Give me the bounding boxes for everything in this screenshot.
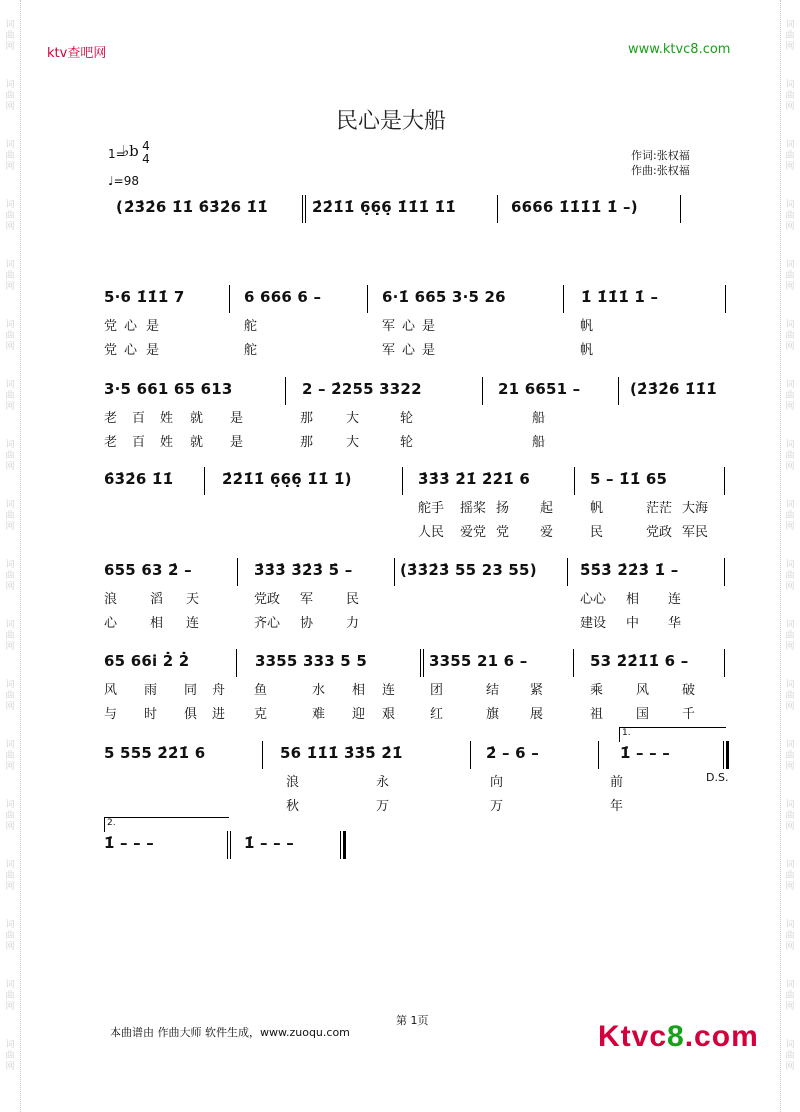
lyric-word: 军民 [682, 525, 709, 540]
measure: 5 555 2̇2̇1̇ 6 [104, 744, 206, 762]
lyric-word: 鱼 [254, 683, 268, 698]
lyric-word: 中 [626, 616, 640, 631]
lyric-word: 爱党 [460, 525, 487, 540]
lyric-word: 相 [150, 616, 164, 631]
intro-measure-3: 6666 1̇1̇1̇1̇ 1̇ –) [511, 198, 638, 216]
watermark-text: 词 曲 网 [5, 980, 15, 1012]
lyric-word: 大海 [682, 501, 709, 516]
lyric-word: 心 [402, 343, 416, 358]
measure: 3355 21 6 – [429, 652, 528, 670]
lyric-word: 力 [346, 616, 360, 631]
credits [631, 148, 690, 178]
lyric-word: 万 [490, 799, 504, 814]
lyric-word: 前 [610, 775, 624, 790]
lyric-word: 摇桨 [460, 501, 487, 516]
composer-credit: 作曲:张权福 [631, 164, 690, 177]
lyric-word: 轮 [400, 411, 414, 426]
watermark-text: 词 曲 网 [785, 380, 795, 412]
lyric-word: 国 [636, 707, 650, 722]
lyric-word: 党政 [254, 592, 281, 607]
song-title: 民心是大船 [336, 109, 447, 134]
lyric-word: 时 [144, 707, 158, 722]
lyric-word: 百 [132, 411, 146, 426]
measure: 2 – 2̇255 3322 [302, 380, 422, 398]
lyric-word: 军 [382, 343, 396, 358]
lyric-word: 姓 [160, 435, 174, 450]
lyric-word: 党 [104, 343, 118, 358]
lyric-word: 心 [124, 343, 138, 358]
barline [723, 741, 724, 769]
lyric-word: 天 [186, 592, 200, 607]
measure: 21 6651 – [498, 380, 581, 398]
lyric-word: 那 [300, 435, 314, 450]
logo-eight: 8 [667, 1020, 685, 1053]
lyric-word: 百 [132, 435, 146, 450]
barline [204, 467, 205, 495]
lyric-word: 红 [430, 707, 444, 722]
lyric-word: 船 [532, 435, 546, 450]
measure: 3̇3̇3̇ 2̇1̇ 2̇2̇1̇ 6 [418, 470, 530, 488]
measure: 3̇3̇3̇ 3̇2̇3̇ 5̇ – [254, 561, 353, 579]
measure: 1̇ – – – [244, 834, 295, 852]
lyric-word: 舟 [212, 683, 226, 698]
lyric-word: 展 [530, 707, 544, 722]
page-number: 第 1页 [396, 1014, 429, 1027]
lyric-word: 同 [184, 683, 198, 698]
lyric-word: 破 [682, 683, 696, 698]
barline [367, 285, 368, 313]
barline [618, 377, 619, 405]
lyric-word: 大 [346, 411, 360, 426]
barline [305, 195, 306, 223]
lyric-word: 紧 [530, 683, 544, 698]
lyric-word: 帆 [580, 343, 594, 358]
logo-letter-k: K [598, 1020, 621, 1053]
lyric-word: 扬 [496, 501, 510, 516]
lyric-word: 相 [626, 592, 640, 607]
lyric-word: 军 [382, 319, 396, 334]
measure: 6·1̇ 665 3·5 26 [382, 288, 506, 306]
lyric-word: 人民 [418, 525, 445, 540]
measure: 655 63 2̇ – [104, 561, 192, 579]
watermark-text: 词 曲 网 [785, 860, 795, 892]
intro-measure-2: 2̇2̇1̇1̇ 6̣6̣6̣ 1̇1̇1̇ 1̇1̇ [312, 198, 456, 216]
site-logo [598, 1020, 759, 1054]
watermark-text: 词 曲 网 [785, 80, 795, 112]
lyric-word: 风 [104, 683, 118, 698]
intro-measure-1: 2̇3̇2̇6 1̇1̇ 6̇3̇2̇6 1̇1̇ [124, 198, 268, 216]
watermark-text: 词 曲 网 [5, 140, 15, 172]
lyric-word: 轮 [400, 435, 414, 450]
watermark-text: 词 曲 网 [5, 680, 15, 712]
generator-credit: 本曲谱由 作曲大师 软件生成，www.zuoqu.com [110, 1026, 350, 1039]
measure: 1̇ 1̇1̇1̇ 1̇ – [581, 288, 659, 306]
barline [285, 377, 286, 405]
barline [302, 195, 303, 223]
lyric-word: 那 [300, 411, 314, 426]
time-signature-bottom: 4 [142, 152, 150, 166]
lyric-word: 风 [636, 683, 650, 698]
watermark-text: 词 曲 网 [5, 500, 15, 532]
barline [598, 741, 599, 769]
time-signature-top: 4 [142, 139, 150, 153]
barline-final [343, 831, 346, 859]
barline [340, 831, 341, 859]
measure: 3·5 661 65 613 [104, 380, 233, 398]
lyric-word: 军 [300, 592, 314, 607]
lyric-word: 向 [490, 775, 504, 790]
measure: 5·6 1̇1̇1̇ 7 [104, 288, 185, 306]
measure: 53 2̇2̇1̇1̇ 6 – [590, 652, 689, 670]
barline [470, 741, 471, 769]
lyric-word: 就 [190, 435, 204, 450]
watermark-text: 词 曲 网 [785, 800, 795, 832]
lyric-word: 齐心 [254, 616, 281, 631]
lyric-word: 是 [146, 319, 160, 334]
lyric-word: 党 [496, 525, 510, 540]
watermark-text: 词 曲 网 [5, 800, 15, 832]
lyric-word: 是 [422, 343, 436, 358]
watermark-text: 词 曲 网 [785, 1040, 795, 1072]
lyric-word: 心 [124, 319, 138, 334]
lyric-word: 茫茫 [646, 501, 673, 516]
watermark-text: 词 曲 网 [785, 560, 795, 592]
measure: 2̇ – 6 – [486, 744, 539, 762]
watermark-text: 词 曲 网 [785, 260, 795, 292]
first-ending-bracket: 1. [619, 727, 726, 742]
watermark-text: 词 曲 网 [5, 620, 15, 652]
lyric-word: 连 [382, 683, 396, 698]
lyric-word: 与 [104, 707, 118, 722]
lyric-word: 华 [668, 616, 682, 631]
lyric-word: 协 [300, 616, 314, 631]
watermark-text: 词 曲 网 [5, 860, 15, 892]
barline [724, 649, 725, 677]
lyric-word: 千 [682, 707, 696, 722]
lyricist-credit: 作词:张权福 [631, 149, 690, 162]
lyric-word: 是 [422, 319, 436, 334]
lyric-word: 秋 [286, 799, 300, 814]
lyric-word: 党 [104, 319, 118, 334]
lyric-word: 滔 [150, 592, 164, 607]
barline [402, 467, 403, 495]
lyric-word: 大 [346, 435, 360, 450]
lyric-word: 姓 [160, 411, 174, 426]
lyric-word: 永 [376, 775, 390, 790]
barline [423, 649, 424, 677]
lyric-word: 老 [104, 411, 118, 426]
lyric-word: 年 [610, 799, 624, 814]
dal-segno-mark: D.S. [706, 771, 729, 784]
logo-text: tvc [620, 1020, 668, 1053]
watermark-text: 词 曲 网 [785, 980, 795, 1012]
lyric-word: 连 [186, 616, 200, 631]
logo-domain: .com [684, 1020, 759, 1053]
lyric-word: 舵 [244, 343, 258, 358]
lyric-word: 乘 [590, 683, 604, 698]
lyric-word: 爱 [540, 525, 554, 540]
lyric-word: 浪 [286, 775, 300, 790]
watermark-text: 词 曲 网 [785, 440, 795, 472]
key-signature-label: 1= [108, 147, 126, 161]
lyric-word: 是 [146, 343, 160, 358]
lyric-word: 进 [212, 707, 226, 722]
barline [574, 467, 575, 495]
lyric-word: 克 [254, 707, 268, 722]
barline [227, 831, 228, 859]
lyric-word: 起 [540, 501, 554, 516]
lyric-word: 俱 [184, 707, 198, 722]
second-ending-bracket: 2. [104, 817, 229, 832]
barline [573, 649, 574, 677]
watermark-text: 词 曲 网 [5, 560, 15, 592]
watermark-text: 词 曲 网 [5, 200, 15, 232]
lyric-word: 建设 [580, 616, 607, 631]
lyric-word: 旗 [486, 707, 500, 722]
barline [563, 285, 564, 313]
lyric-word: 迎 [352, 707, 366, 722]
flat-sign: ♭b [122, 142, 139, 160]
watermark-text: 词 曲 网 [785, 620, 795, 652]
watermark-text: 词 曲 网 [785, 200, 795, 232]
watermark-text: 词 曲 网 [785, 500, 795, 532]
watermark-text: 词 曲 网 [785, 320, 795, 352]
barline [394, 558, 395, 586]
lyric-word: 艰 [382, 707, 396, 722]
lyric-word: 浪 [104, 592, 118, 607]
watermark-text: 词 曲 网 [785, 920, 795, 952]
lyric-word: 帆 [580, 319, 594, 334]
measure: (2̇3̇2̇6 1̇1̇1̇ [630, 380, 717, 398]
lyric-word: 老 [104, 435, 118, 450]
lyric-word: 水 [312, 683, 326, 698]
watermark-text: 词 曲 网 [785, 680, 795, 712]
measure: (3̇3̇2̇3̇ 55 23 55) [400, 561, 537, 579]
lyric-word: 结 [486, 683, 500, 698]
barline [229, 285, 230, 313]
lyric-word: 祖 [590, 707, 604, 722]
barline [497, 195, 498, 223]
watermark-text: 词 曲 网 [5, 440, 15, 472]
watermark-text: 词 曲 网 [5, 920, 15, 952]
lyric-word: 民 [346, 592, 360, 607]
watermark-text: 词 曲 网 [5, 1040, 15, 1072]
site-name-link[interactable]: ktv查吧网 [47, 46, 107, 61]
barline [680, 195, 681, 223]
time-signature [140, 140, 152, 166]
lyric-word: 相 [352, 683, 366, 698]
lyric-word: 民 [590, 525, 604, 540]
measure: 65 66i 2̇ 2̇ [104, 652, 190, 670]
measure: 56 1̇1̇1̇ 3̇3̇5̇ 2̇1̇ [280, 744, 403, 762]
barline [236, 649, 237, 677]
watermark-text: 词 曲 网 [785, 20, 795, 52]
barline [724, 558, 725, 586]
measure: 5 – 1̇1̇ 65 [590, 470, 668, 488]
barline [262, 741, 263, 769]
lyric-word: 难 [312, 707, 326, 722]
barline-final [726, 741, 729, 769]
lyric-word: 舵 [244, 319, 258, 334]
measure: 6̇3̇2̇6 1̇1̇ [104, 470, 174, 488]
watermark-text: 词 曲 网 [5, 80, 15, 112]
watermark-text: 词 曲 网 [5, 20, 15, 52]
watermark-text: 词 曲 网 [5, 380, 15, 412]
intro-open-paren: ( [116, 198, 124, 216]
lyric-word: 舵手 [418, 501, 445, 516]
lyric-word: 心 [402, 319, 416, 334]
lyric-word: 心 [104, 616, 118, 631]
barline [567, 558, 568, 586]
lyric-word: 心心 [580, 592, 607, 607]
watermark-text: 词 曲 网 [785, 740, 795, 772]
lyric-word: 连 [668, 592, 682, 607]
lyric-word: 是 [230, 411, 244, 426]
lyric-word: 党政 [646, 525, 673, 540]
measure: 6 666 6 – [244, 288, 322, 306]
measure: 5̇5̇3̇ 2̇2̇3̇ 1̇ – [580, 561, 679, 579]
barline [724, 467, 725, 495]
watermark-text: 词 曲 网 [5, 260, 15, 292]
measure: 1̇ – – – [104, 834, 155, 852]
lyric-word: 雨 [144, 683, 158, 698]
lyric-word: 帆 [590, 501, 604, 516]
measure: 1̇ – – – [620, 744, 671, 762]
measure: 3355 333 5 5 [255, 652, 367, 670]
barline [420, 649, 421, 677]
lyric-word: 万 [376, 799, 390, 814]
lyric-word: 团 [430, 683, 444, 698]
lyric-word: 是 [230, 435, 244, 450]
barline [725, 285, 726, 313]
watermark-text: 词 曲 网 [5, 740, 15, 772]
barline [230, 831, 231, 859]
watermark-text: 词 曲 网 [5, 320, 15, 352]
barline [482, 377, 483, 405]
tempo-marking: ♩=98 [108, 174, 139, 188]
measure: 2̇2̇1̇1̇ 6̣6̣6̣ 1̇1̇ 1̇) [222, 470, 352, 488]
lyric-word: 船 [532, 411, 546, 426]
site-url-link[interactable]: www.ktvc8.com [628, 42, 731, 57]
watermark-text: 词 曲 网 [785, 140, 795, 172]
lyric-word: 就 [190, 411, 204, 426]
barline [237, 558, 238, 586]
